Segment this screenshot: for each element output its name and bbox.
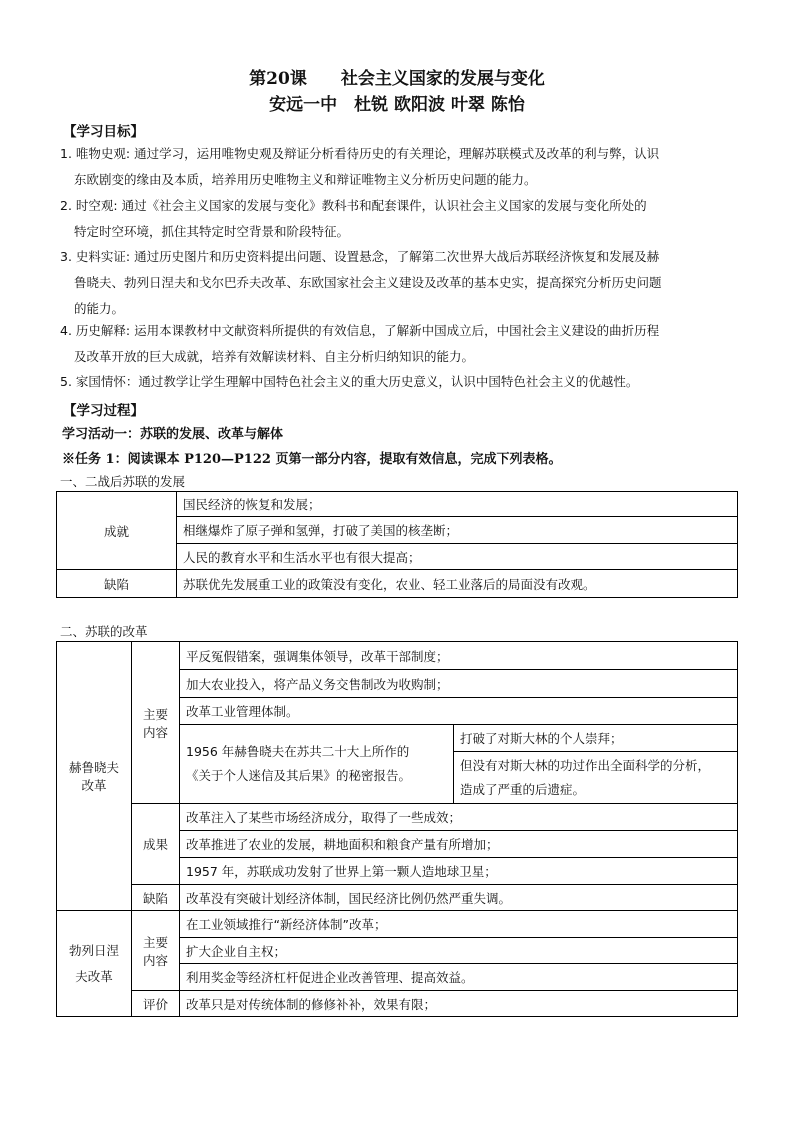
goal-item-5 <box>60 369 740 395</box>
brezhnev-content-row-2: 扩大企业自主权； <box>180 938 738 964</box>
khrushchev-content-row-2: 加大农业投入，将产品义务交售制改为收购制； <box>180 670 738 698</box>
achievement-row-1: 国民经济的恢复和发展； <box>177 492 738 517</box>
goal-3-line-3: 的能力。 <box>74 301 125 316</box>
khrushchev-reform-label <box>57 642 132 911</box>
brezhnev-content-label-line-1: 主要 <box>142 934 168 950</box>
brezhnev-eval-label: 评价 <box>132 991 180 1017</box>
brezhnev-content-label <box>132 911 180 991</box>
khrushchev-result-row-1: 改革注入了某些市场经济成分，取得了一些成效； <box>180 804 738 831</box>
khrushchev-label-line-2: 改革 <box>81 778 107 793</box>
khrushchev-defect-text: 改革没有突破计划经济体制，国民经济比例仍然严重失调。 <box>180 885 738 911</box>
task-instruction: ※任务 1：阅读课本 P120—P122 页第一部分内容，提取有效信息，完成下列表格。 <box>62 452 562 467</box>
goal-4-line-2: 及改革开放的巨大成就，培养有效解读材料、自主分析归纳知识的能力。 <box>74 349 475 364</box>
brezhnev-label-line-2: 夫改革 <box>75 968 113 984</box>
khrushchev-label-line-1: 赫鲁晓夫 <box>68 760 119 775</box>
achievement-label: 成就 <box>57 492 177 570</box>
brezhnev-label-line-1: 勃列日涅 <box>68 942 119 958</box>
khrushchev-result-row-3: 1957 年，苏联成功发射了世界上第一颗人造地球卫星； <box>180 858 738 885</box>
achievement-row-2: 相继爆炸了原子弹和氢弹，打破了美国的核垄断； <box>177 517 738 544</box>
khrushchev-content-row-1: 平反冤假错案，强调集体领导，改革干部制度； <box>180 642 738 670</box>
khrushchev-result-row-2: 改革推进了农业的发展，耕地面积和粮食产量有所增加； <box>180 831 738 858</box>
goal-5-line-1: 5. 家国情怀：通过教学让学生理解中国特色社会主义的重大历史意义，认识中国特色社会主义的优越性。 <box>60 374 639 389</box>
goal-item-4 <box>60 318 740 370</box>
goal-2-line-1: 2. 时空观: 通过《社会主义国家的发展与变化》教科书和配套课件，认识社会主义国家的发展与变化所处的 <box>60 198 647 213</box>
goal-item-3 <box>60 244 740 322</box>
table1-caption: 一、二战后苏联的发展 <box>60 474 186 489</box>
khrushchev-defect-label: 缺陷 <box>132 885 180 911</box>
goal-4-line-1: 4. 历史解释: 运用本课教材中文献资料所提供的有效信息，了解新中国成立后，中国社会主义建设的曲折历程 <box>60 323 660 338</box>
secret-report-line-2: 《关于个人迷信及其后果》的秘密报告。 <box>186 768 412 783</box>
report-effect-2-line-1: 但没有对斯大林的功过作出全面科学的分析， <box>460 757 711 773</box>
goal-3-line-2: 鲁晓夫、勃列日涅夫和戈尔巴乔夫改革、东欧国家社会主义建设及改革的基本史实，提高探究分析历史问题 <box>74 275 662 290</box>
khrushchev-content-label <box>132 642 180 804</box>
goal-item-1 <box>60 141 740 193</box>
secret-report-line-1: 1956 年赫鲁晓夫在苏共二十大上所作的 <box>186 744 410 759</box>
lesson-title: 第20课 社会主义国家的发展与变化 <box>249 69 545 89</box>
secret-report-cell <box>180 725 454 804</box>
activity-title: 学习活动一：苏联的发展、改革与解体 <box>62 427 284 442</box>
brezhnev-eval-text: 改革只是对传统体制的修修补补，效果有限； <box>180 991 738 1017</box>
goal-item-2 <box>60 193 740 245</box>
goal-1-line-1: 1. 唯物史观: 通过学习，运用唯物史观及辩证分析看待历史的有关理论，理解苏联模式及改革的利与弊，认识 <box>60 146 660 161</box>
goal-2-line-2: 特定时空环境，抓住其特定时空背景和阶段特征。 <box>74 224 350 239</box>
report-effect-2 <box>454 752 738 804</box>
goal-1-line-2: 东欧剧变的缘由及本质，培养用历史唯物主义和辩证唯物主义分析历史问题的能力。 <box>74 172 537 187</box>
process-heading: 【学习过程】 <box>63 403 144 419</box>
brezhnev-reform-label <box>57 911 132 1017</box>
goal-3-line-1: 3. 史料实证: 通过历史图片和历史资料提出问题、设置悬念，了解第二次世界大战后苏联经济恢复和发展及赫 <box>60 249 660 264</box>
soviet-reform-table <box>56 641 738 1017</box>
content-label-line-2: 内容 <box>142 724 168 740</box>
author-line: 安远一中 杜锐 欧阳波 叶翠 陈怡 <box>269 95 525 115</box>
report-effect-2-line-2: 造成了严重的后遗症。 <box>460 781 586 797</box>
defect-label: 缺陷 <box>57 570 177 598</box>
khrushchev-content-row-3: 改革工业管理体制。 <box>180 698 738 725</box>
brezhnev-content-label-line-2: 内容 <box>142 952 168 968</box>
brezhnev-content-row-3: 利用奖金等经济杠杆促进企业改善管理、提高效益。 <box>180 964 738 991</box>
goals-heading: 【学习目标】 <box>63 124 144 140</box>
postwar-development-table <box>56 491 738 598</box>
content-label-line-1: 主要 <box>142 706 168 722</box>
achievement-row-3: 人民的教育水平和生活水平也有很大提高； <box>177 544 738 570</box>
table2-caption: 二、苏联的改革 <box>60 624 148 639</box>
defect-text: 苏联优先发展重工业的政策没有变化，农业、轻工业落后的局面没有改观。 <box>177 570 738 598</box>
brezhnev-content-row-1: 在工业领域推行“新经济体制”改革； <box>180 911 738 938</box>
khrushchev-result-label: 成果 <box>132 804 180 885</box>
report-effect-1: 打破了对斯大林的个人崇拜； <box>454 725 738 752</box>
